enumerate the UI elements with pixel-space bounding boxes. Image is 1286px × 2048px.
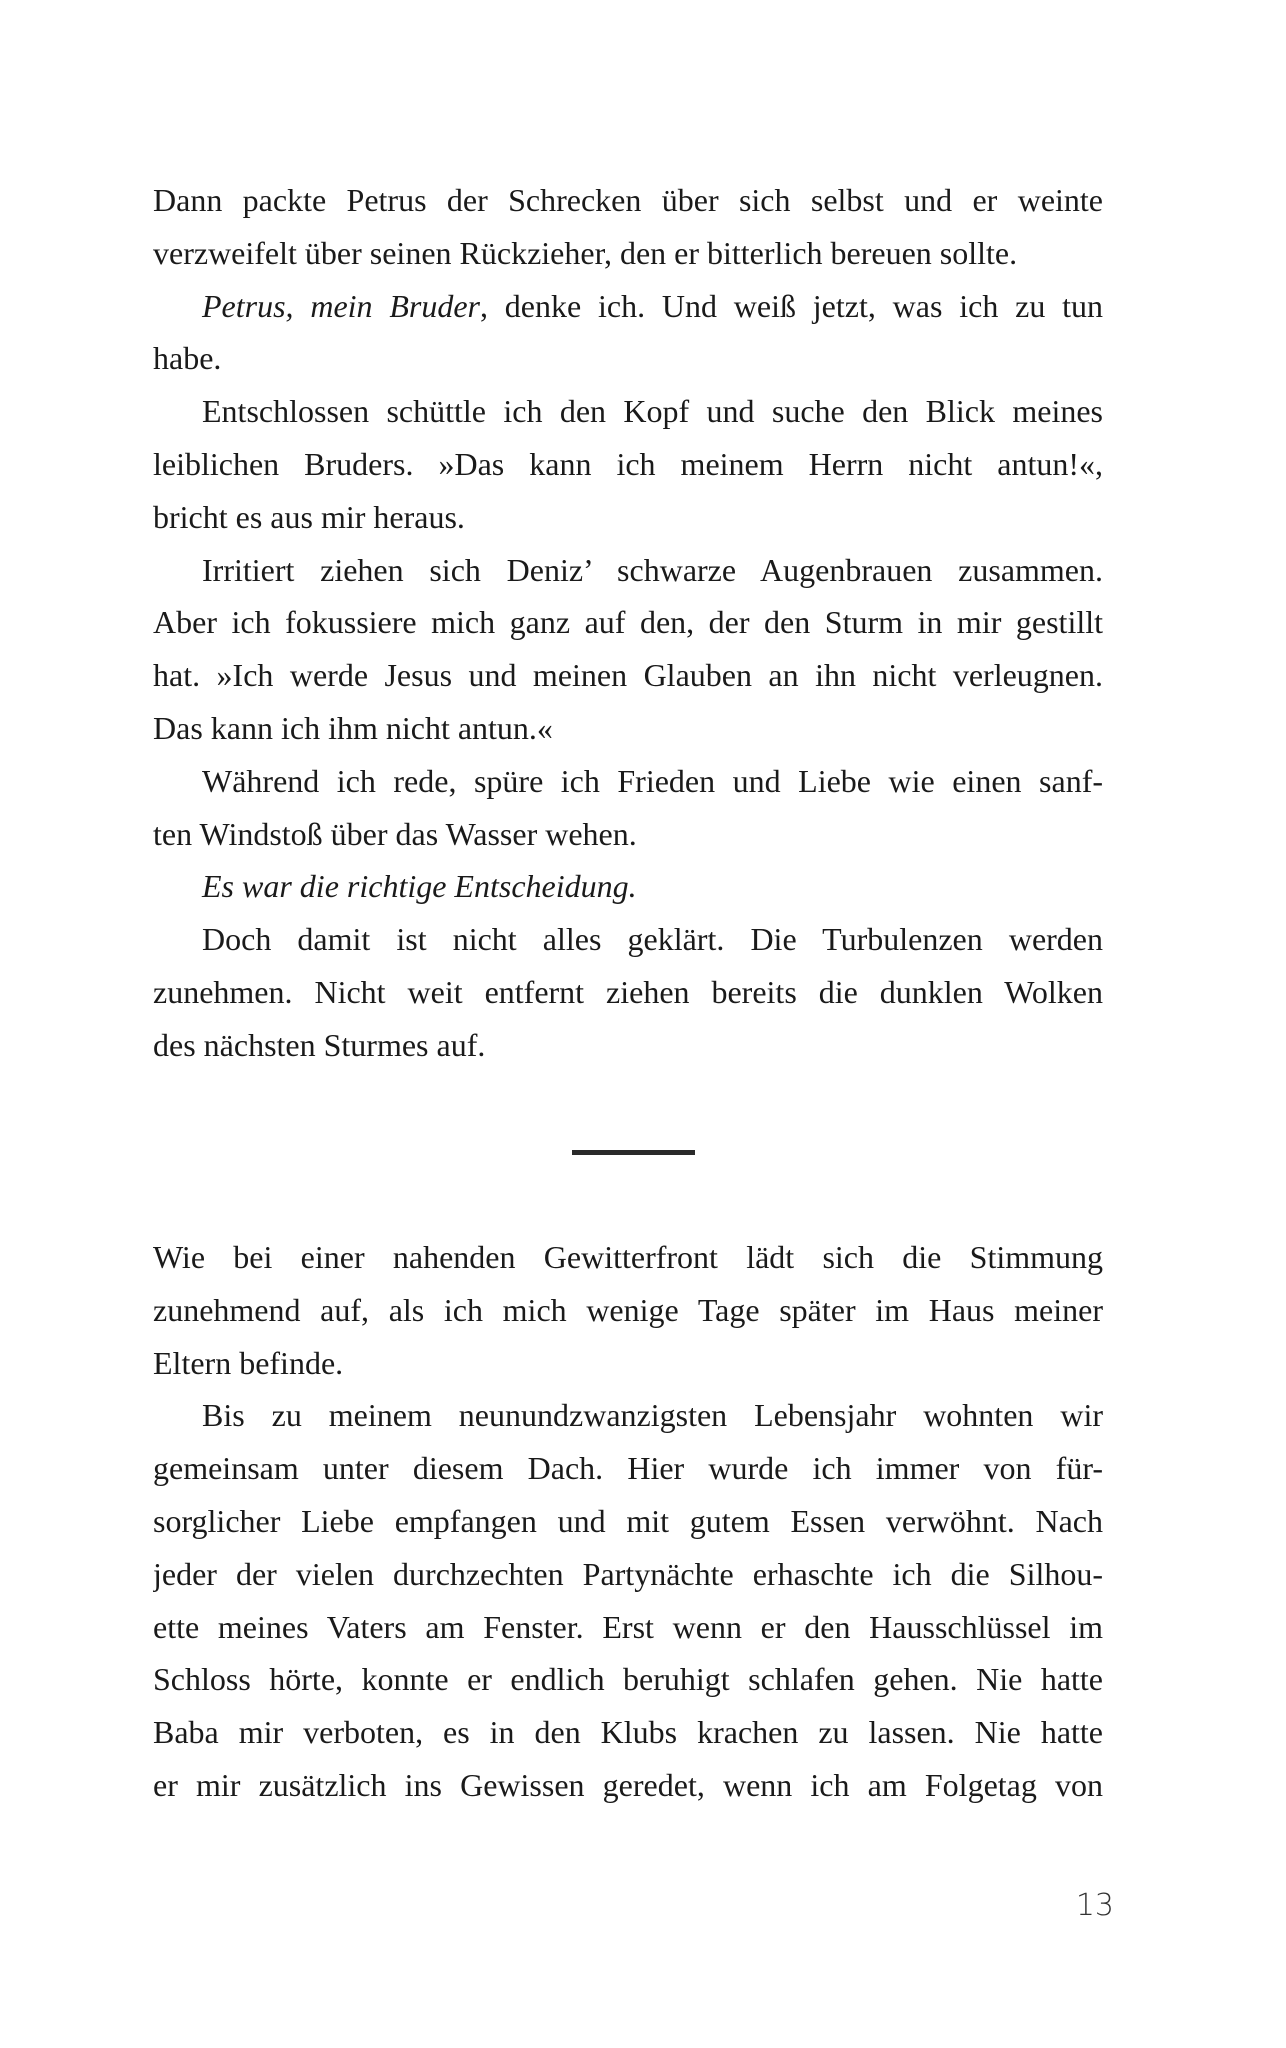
text-line: Schloss hörte, konnte er endlich beruhigt schlafen gehen. Nie hatte: [153, 1661, 1103, 1698]
text-line: Das kann ich ihm nicht antun.«: [153, 710, 553, 746]
text-line: leiblichen Bruders. »Das kann ich meinem Herrn nicht antun!«,: [153, 446, 1103, 482]
section-divider: [572, 1150, 695, 1155]
text-line: Irritiert ziehen sich Deniz’ schwarze Augenbrauen zusammen.: [202, 551, 1103, 588]
text-line: Bis zu meinem neunundzwanzigsten Lebensjahr wohnten wir: [202, 1397, 1103, 1434]
text-line: Entschlossen schüttle ich den Kopf und suche den Blick meines: [202, 393, 1103, 430]
italic-text: Es war die richtige Entscheidung.: [202, 868, 637, 905]
text-line: ten Windstoß über das Wasser wehen.: [153, 815, 637, 852]
text-line: Dann packte Petrus der Schrecken über sich selbst und er weinte: [153, 182, 1103, 218]
text-line: hat. »Ich werde Jesus und meinen Glauben an ihn nicht verleugnen.: [153, 657, 1103, 694]
page-number: 13: [1075, 1888, 1114, 1923]
text-line: gemeinsam unter diesem Dach. Hier wurde ich immer von für-: [153, 1450, 1103, 1487]
text-line: ette meines Vaters am Fenster. Erst wenn er den Hausschlüssel im: [153, 1608, 1103, 1645]
text-line: sorglicher Liebe empfangen und mit gutem Essen verwöhnt. Nach: [153, 1503, 1103, 1539]
text-line: zunehmen. Nicht weit entfernt ziehen bereits die dunklen Wolken: [153, 974, 1103, 1010]
text-line: Baba mir verboten, es in den Klubs krachen zu lassen. Nie hatte: [153, 1714, 1103, 1751]
text-line: bricht es aus mir heraus.: [153, 498, 465, 535]
text-line: Wie bei einer nahenden Gewitterfront lädt sich die Stimmung: [153, 1239, 1103, 1275]
text-line: Während ich rede, spüre ich Frieden und Liebe wie einen sanf-: [202, 762, 1103, 799]
text-line: jeder der vielen durchzechten Partynächte erhaschte ich die Silhou-: [153, 1555, 1103, 1592]
text-line: [153, 860, 1103, 913]
italic-text: Petrus, mein Bruder: [202, 287, 480, 324]
text-line: er mir zusätzlich ins Gewissen geredet, wenn ich am Folgetag von: [153, 1767, 1103, 1803]
text-run: , denke ich. Und weiß jetzt, was ich zu tun: [480, 287, 1103, 324]
text-line: des nächsten Sturmes auf.: [153, 1026, 486, 1063]
text-line: Aber ich fokussiere mich ganz auf den, der den Sturm in mir gestillt: [153, 604, 1103, 641]
text-line: Doch damit ist nicht alles geklärt. Die Turbulenzen werden: [202, 921, 1103, 958]
text-line: verzweifelt über seinen Rückzieher, den er bitterlich bereuen sollte.: [153, 234, 1018, 271]
text-line: [153, 280, 1103, 333]
text-line: zunehmend auf, als ich mich wenige Tage später im Haus meiner: [153, 1291, 1103, 1328]
text-line: Eltern befinde.: [153, 1344, 344, 1381]
text-line: habe.: [153, 340, 222, 377]
